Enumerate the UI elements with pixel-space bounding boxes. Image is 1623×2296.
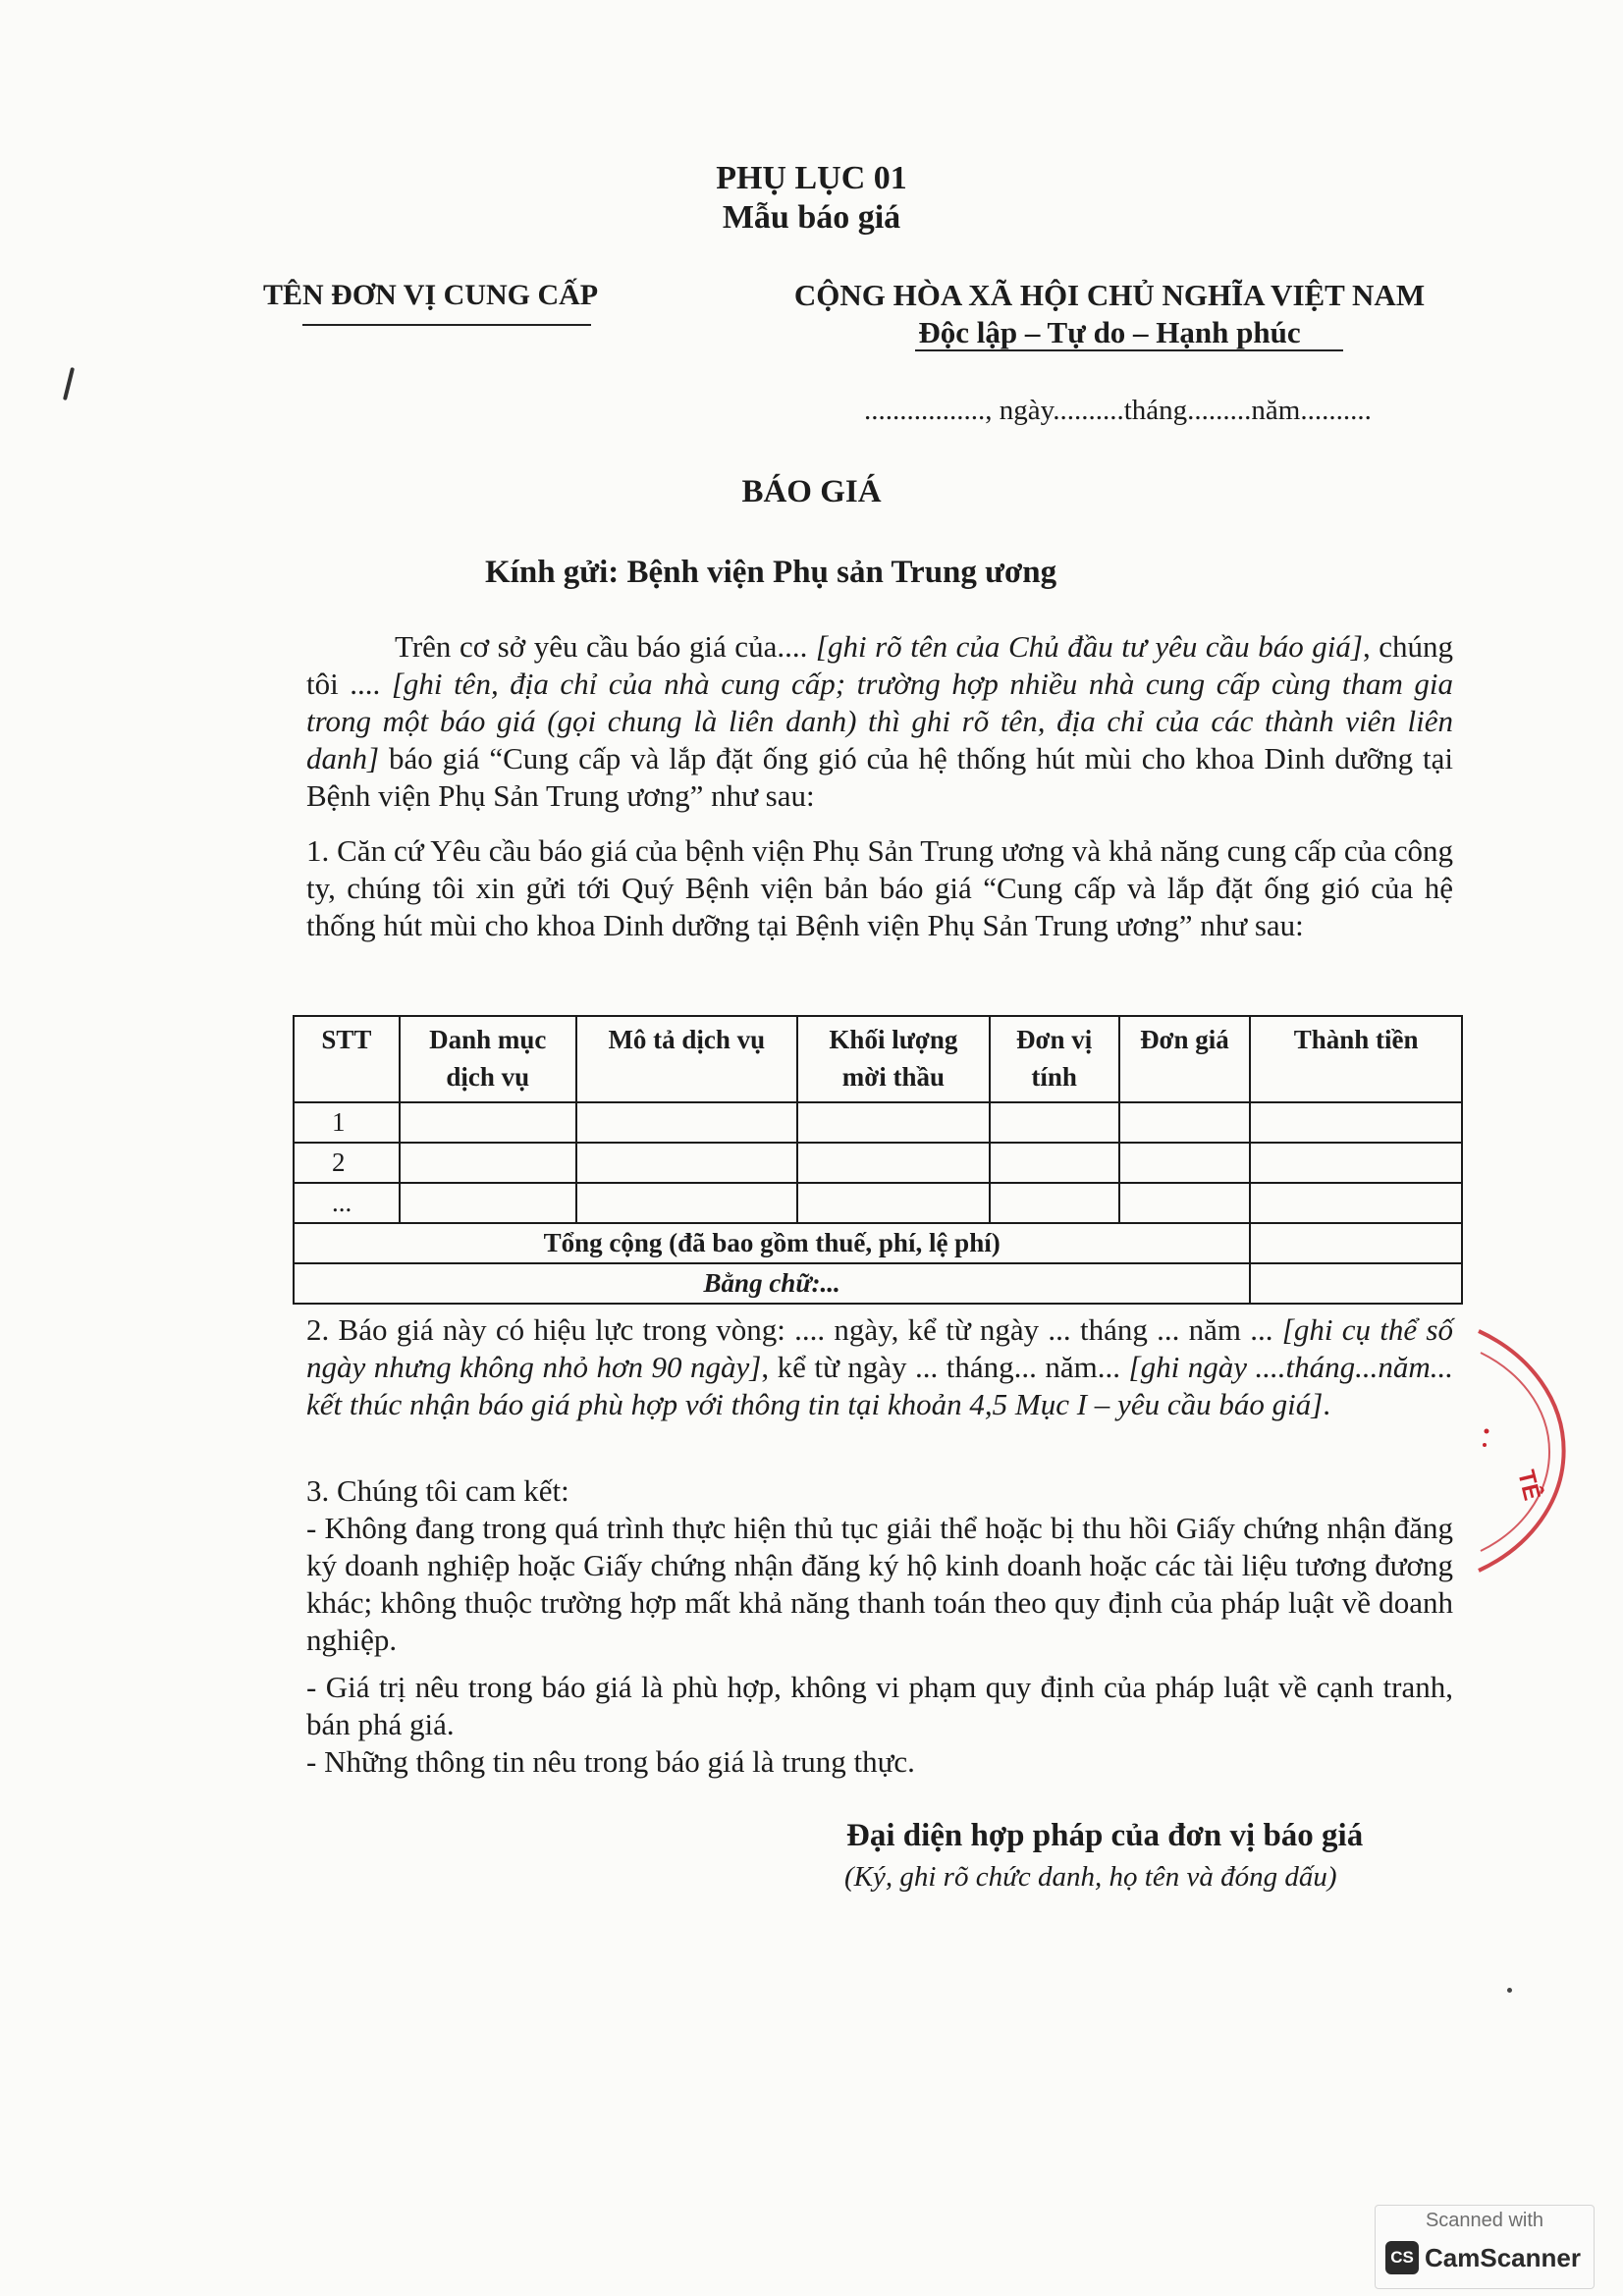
in-words-row xyxy=(294,1263,1462,1304)
total-label: Tổng cộng (đã bao gồm thuế, phí, lệ phí) xyxy=(294,1223,1250,1263)
validity-text-3: . xyxy=(1323,1387,1331,1421)
nation-name: CỘNG HÒA XÃ HỘI CHỦ NGHĨA VIỆT NAM xyxy=(793,278,1426,312)
table-cell xyxy=(797,1143,990,1183)
table-cell xyxy=(400,1143,576,1183)
table-cell xyxy=(576,1183,798,1223)
document-title: BÁO GIÁ xyxy=(741,474,882,509)
stamp-text: TÊ xyxy=(1512,1467,1545,1504)
col-header-unit-price: Đơn giá xyxy=(1119,1016,1251,1102)
national-heading xyxy=(766,277,1453,351)
in-words-value-cell xyxy=(1250,1263,1462,1304)
table-row xyxy=(294,1183,1462,1223)
col-header-unit: Đơn vị tính xyxy=(990,1016,1119,1102)
table-cell xyxy=(1250,1143,1462,1183)
supplier-name-placeholder: TÊN ĐƠN VỊ CUNG CẤP xyxy=(263,279,599,311)
table-row xyxy=(294,1143,1462,1183)
item-1-paragraph: 1. Căn cứ Yêu cầu báo giá của bệnh viện Phụ Sản Trung ương và khả năng cung cấp của công ty, chúng tôi xin gửi tới Quý Bệnh viện bản báo giá “Cung cấp và lắp đặt ống gió của hệ thống hút mùi cho khoa Dinh dưỡng tại Bệnh viện Phụ Sản Trung ương” như sau: xyxy=(306,833,1453,942)
speck xyxy=(1507,1988,1512,1993)
table-cell xyxy=(1119,1102,1251,1143)
col-header-amount: Thành tiền xyxy=(1250,1016,1462,1102)
national-motto: Độc lập – Tự do – Hạnh phúc xyxy=(918,315,1301,349)
signature-title: Đại diện hợp pháp của đơn vị báo giá xyxy=(846,1818,1364,1853)
total-row xyxy=(294,1223,1462,1263)
red-stamp-partial xyxy=(1473,1325,1623,1580)
appendix-heading xyxy=(0,159,1623,238)
table-cell xyxy=(990,1183,1119,1223)
intro-text-3: báo giá “Cung cấp và lắp đặt ống gió của hệ thống hút mùi cho khoa Dinh dưỡng tại Bệnh viện Phụ Sản Trung ương” như sau: xyxy=(306,741,1453,813)
pen-mark xyxy=(63,367,75,400)
table-cell xyxy=(400,1183,576,1223)
col-header-service-description: Mô tả dịch vụ xyxy=(576,1016,798,1102)
quote-table xyxy=(293,1015,1463,1305)
table-row xyxy=(294,1102,1462,1143)
table-cell xyxy=(1250,1102,1462,1143)
supplier-underline xyxy=(302,324,591,326)
col-header-service-category: Danh mục dịch vụ xyxy=(400,1016,576,1102)
validity-note-1: [ghi cụ thể số ngày nhưng không nhỏ hơn 90 ngày] xyxy=(306,1312,1453,1384)
table-cell xyxy=(990,1143,1119,1183)
recipient: Kính gửi: Bệnh viện Phụ sản Trung ương xyxy=(485,555,1057,590)
commitment-heading: 3. Chúng tôi cam kết: xyxy=(306,1473,569,1508)
col-header-stt: STT xyxy=(294,1016,400,1102)
row-number: 2 xyxy=(294,1143,400,1183)
intro-paragraph xyxy=(306,628,1453,815)
row-number: 1 xyxy=(294,1102,400,1143)
watermark-line-2: CamScanner xyxy=(1425,2243,1581,2272)
commitment-1: - Không đang trong quá trình thực hiện thủ tục giải thể hoặc bị thu hồi Giấy chứng nhận đăng ký doanh nghiệp hoặc Giấy chứng nhận đăng ký hộ kinh doanh hoặc các tài liệu tương đương khác; không thuộc trường hợp mất khả năng thanh toán theo quy định của pháp luật về doanh nghiệp. xyxy=(306,1511,1453,1657)
validity-text-2: , kể từ ngày ... tháng... năm... xyxy=(761,1350,1129,1384)
commitment-2: - Giá trị nêu trong báo giá là phù hợp, không vi phạm quy định của pháp luật về cạnh tranh, bán phá giá. xyxy=(306,1670,1453,1741)
table-cell xyxy=(1119,1143,1251,1183)
intro-note-1: [ghi rõ tên của Chủ đầu tư yêu cầu báo giá] xyxy=(815,629,1363,664)
table-cell xyxy=(797,1102,990,1143)
total-value-cell xyxy=(1250,1223,1462,1263)
intro-text-1: Trên cơ sở yêu cầu báo giá của.... xyxy=(395,629,816,664)
table-cell xyxy=(400,1102,576,1143)
table-cell xyxy=(797,1183,990,1223)
intro-note-2: [ghi tên, địa chỉ của nhà cung cấp; trường hợp nhiều nhà cung cấp cùng tham gia trong một báo giá (gọi chung là liên danh) thì ghi rõ tên, địa chỉ của các thành viên liên danh] xyxy=(306,667,1453,775)
in-words-label: Bằng chữ:... xyxy=(294,1263,1250,1304)
table-cell xyxy=(1250,1183,1462,1223)
row-number: ... xyxy=(294,1183,400,1223)
item-2-paragraph xyxy=(306,1311,1453,1423)
appendix-number: PHỤ LỤC 01 xyxy=(716,160,907,196)
table-cell xyxy=(576,1102,798,1143)
table-cell xyxy=(1119,1183,1251,1223)
validity-text-1: 2. Báo giá này có hiệu lực trong vòng: .... ngày, kể từ ngày ... tháng ... năm ... xyxy=(306,1312,1282,1347)
motto-underline xyxy=(915,349,1343,351)
date-line: ................., ngày..........tháng.........năm.......... xyxy=(864,395,1372,426)
table-header-row xyxy=(294,1016,1462,1102)
commitment-3: - Những thông tin nêu trong báo giá là trung thực. xyxy=(306,1744,915,1779)
camscanner-watermark xyxy=(1375,2205,1595,2289)
col-header-quantity: Khối lượng mời thầu xyxy=(797,1016,990,1102)
table-cell xyxy=(576,1143,798,1183)
watermark-line-1: Scanned with xyxy=(1425,2210,1544,2231)
signature-note: (Ký, ghi rõ chức danh, họ tên và đóng dấu) xyxy=(844,1861,1337,1893)
form-name: Mẫu báo giá xyxy=(722,199,901,236)
intro-text-2: , chúng tôi .... xyxy=(306,629,1453,701)
table-cell xyxy=(990,1102,1119,1143)
validity-note-2: [ghi ngày ....tháng...năm... kết thúc nhận báo giá phù hợp với thông tin tại khoản 4,5 Mục I – yêu cầu báo giá] xyxy=(306,1350,1453,1421)
camscanner-logo-icon: CS xyxy=(1385,2241,1419,2274)
